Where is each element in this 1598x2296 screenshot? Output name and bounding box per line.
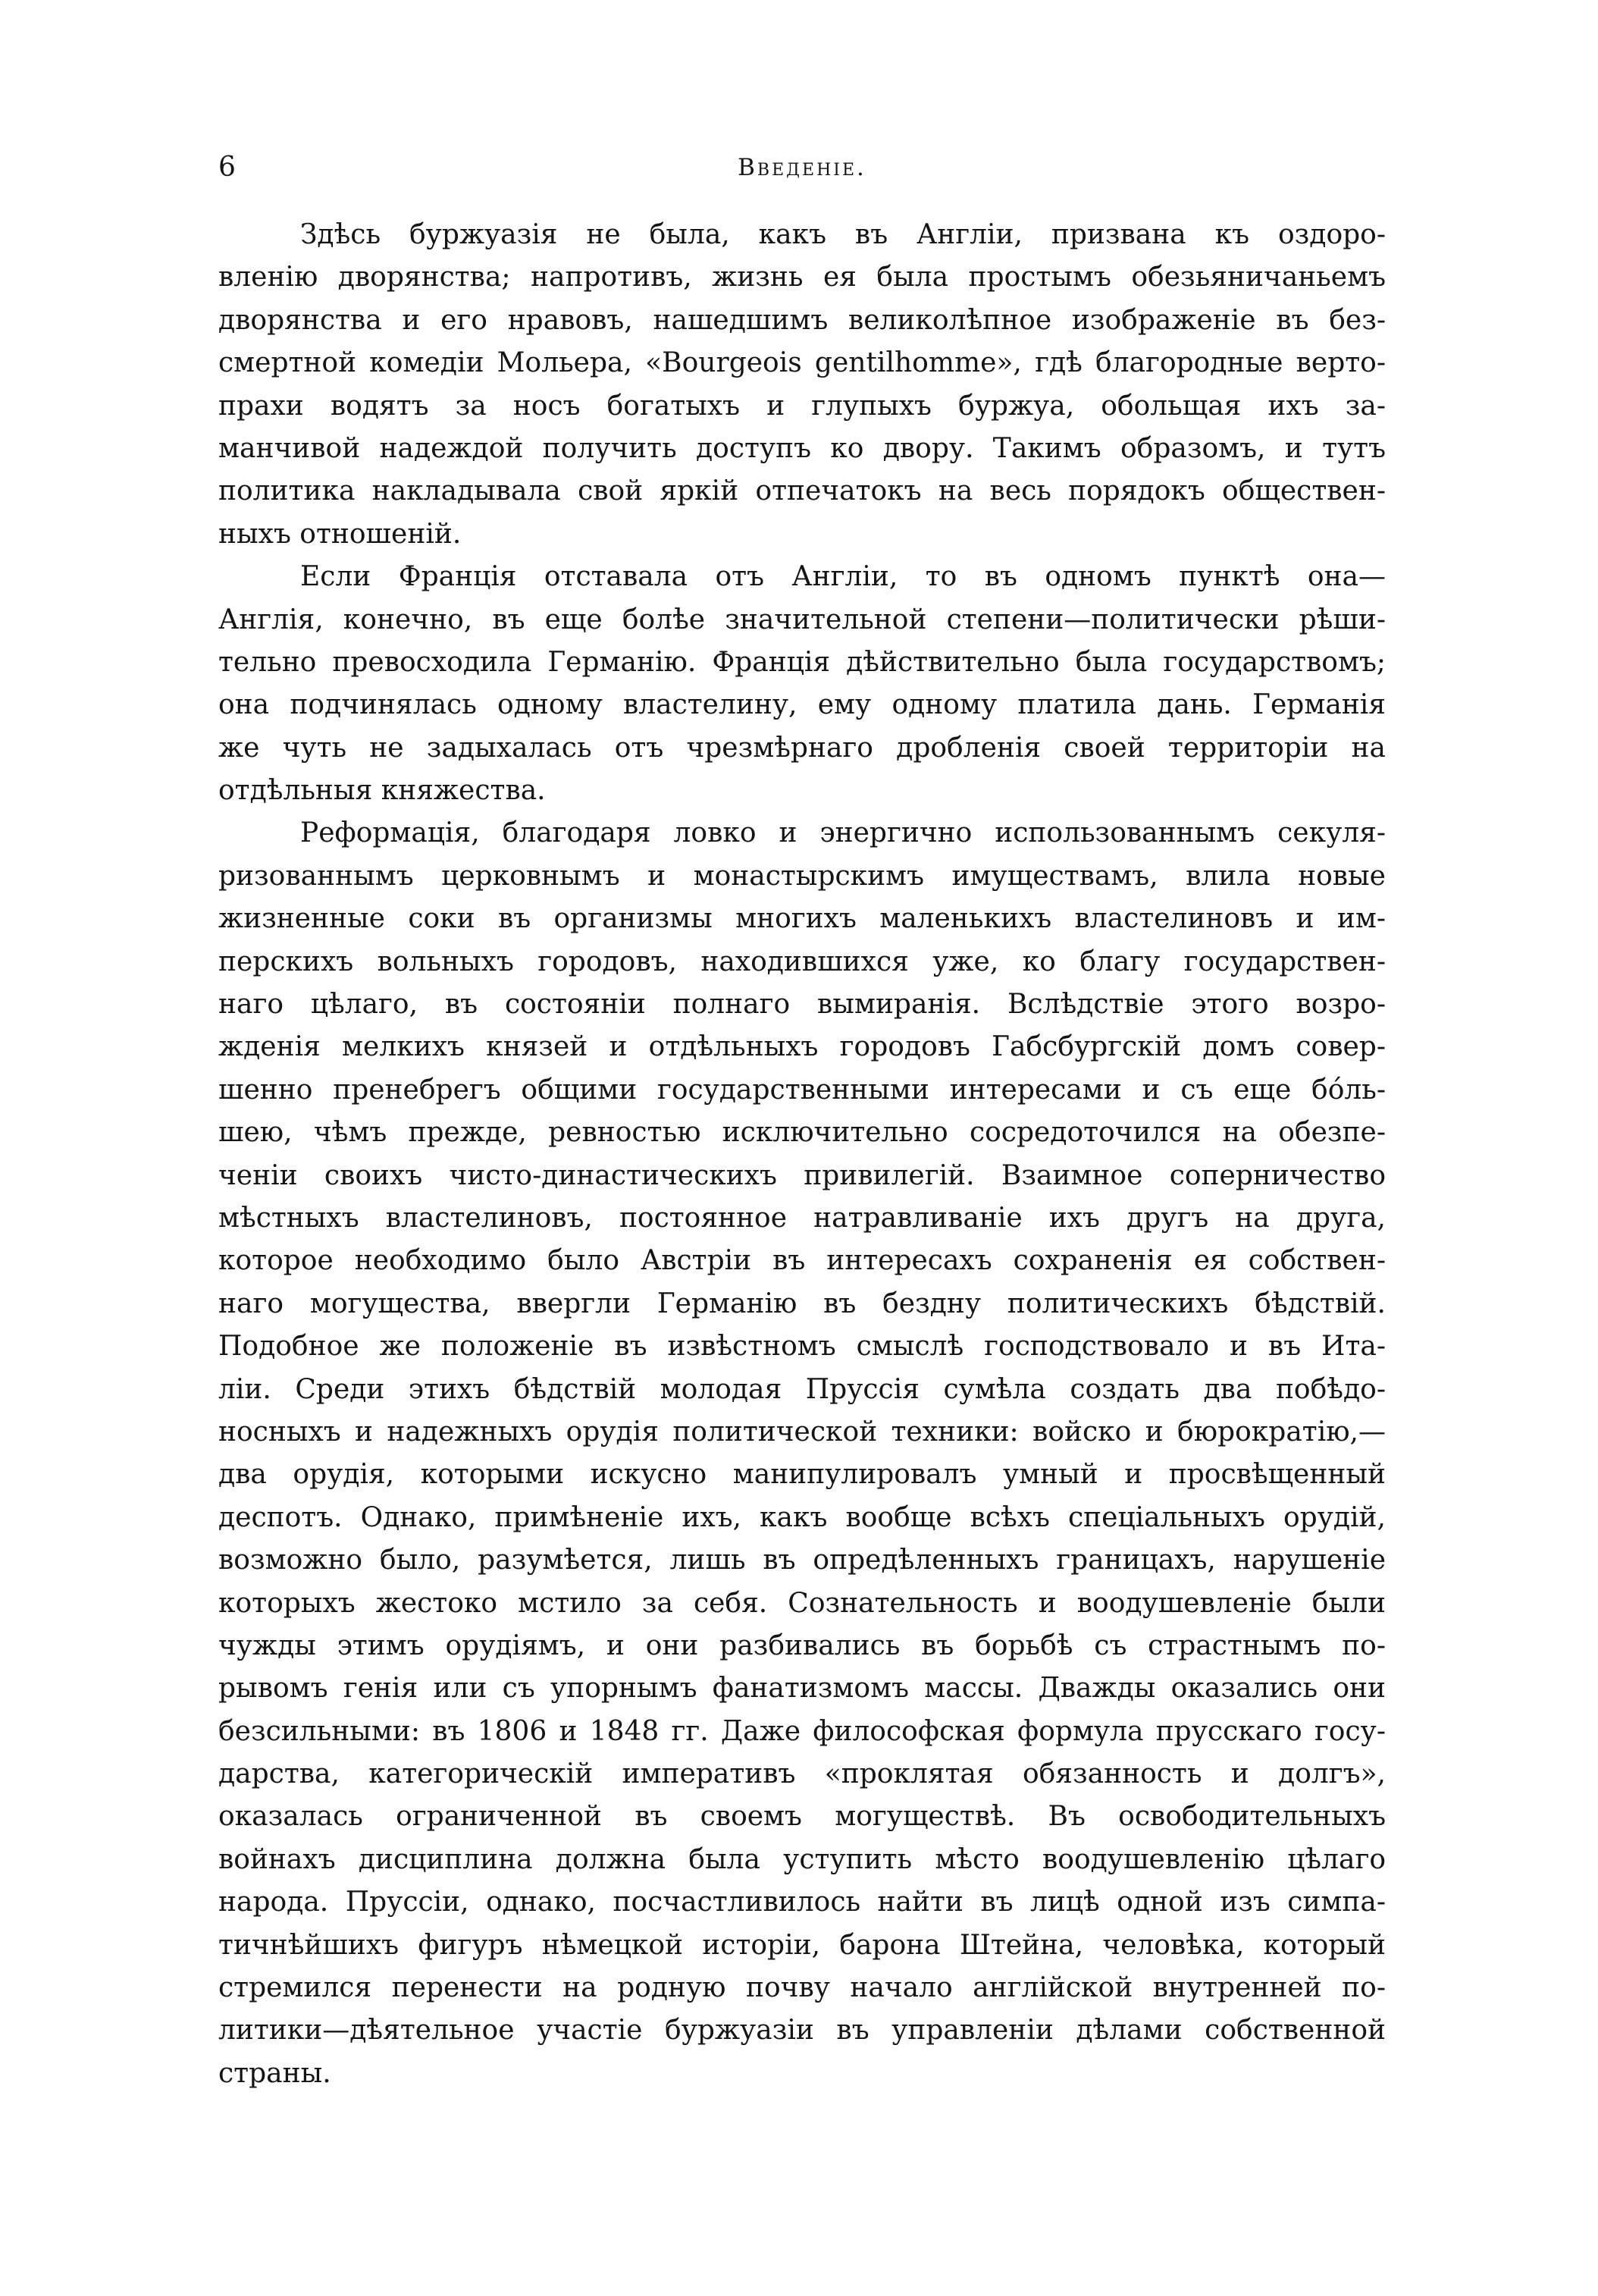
text-line: литики—дѣятельное участіе буржуазіи въ управленіи дѣлами собственной	[218, 2015, 1386, 2047]
text-line: наго цѣлаго, въ состояніи полнаго вымиранія. Вслѣдствіе этого возро-	[218, 989, 1386, 1021]
text-line: ризованнымъ церковнымъ и монастырскимъ имуществамъ, влила новые	[218, 860, 1386, 892]
text-line: Реформація, благодаря ловко и энергично использованнымъ секуля-	[300, 817, 1386, 849]
text-line: которое необходимо было Австріи въ интересахъ сохраненія ея собствен-	[218, 1245, 1386, 1277]
text-line: шею, чѣмъ прежде, ревностью исключительно сосредоточился на обезпе-	[218, 1117, 1386, 1149]
body-text	[218, 214, 1386, 2095]
text-line: же чуть не задыхалась отъ чрезмѣрнаго дробленія своей территоріи на	[218, 732, 1386, 764]
text-line: Здѣсь буржуазія не была, какъ въ Англіи, призвана къ оздоро-	[300, 219, 1386, 250]
text-line: войнахъ дисциплина должна была уступить мѣсто воодушевленію цѣлаго	[218, 1843, 1386, 1875]
text-line: Если Франція отставала отъ Англіи, то въ одномъ пунктѣ она—	[300, 561, 1386, 593]
text-line: два орудія, которыми искусно манипулировалъ умный и просвѣщенный	[218, 1459, 1386, 1491]
text-line: шенно пренебрегъ общими государственными интересами и съ еще бо́ль-	[218, 1074, 1386, 1106]
paragraph	[218, 556, 1386, 812]
text-line: ныхъ отношеній.	[218, 518, 462, 550]
text-line: Подобное же положеніе въ извѣстномъ смыслѣ господствовало и въ Ита-	[218, 1331, 1386, 1363]
text-line: манчивой надеждой получить доступъ ко двору. Такимъ образомъ, и тутъ	[218, 432, 1386, 464]
text-line: наго могущества, ввергли Германію въ бездну политическихъ бѣдствій.	[218, 1288, 1386, 1319]
text-line: Англія, конечно, въ еще болѣе значительной степени—политически рѣши-	[218, 604, 1386, 635]
text-line: оказалась ограниченной въ своемъ могуществѣ. Въ освободительныхъ	[218, 1801, 1386, 1833]
text-line: рывомъ генія или съ упорнымъ фанатизмомъ массы. Дважды оказались они	[218, 1673, 1386, 1705]
text-line: она подчинялась одному властелину, ему одному платила дань. Германія	[218, 689, 1386, 721]
running-title: Введеніе.	[738, 154, 866, 181]
text-line: дворянства и его нравовъ, нашедшимъ великолѣпное изображеніе въ без-	[218, 304, 1386, 336]
text-line: отдѣльныя княжества.	[218, 775, 546, 807]
text-line: страны.	[218, 2057, 331, 2089]
text-line: чужды этимъ орудіямъ, и они разбивались въ борьбѣ съ страстнымъ по-	[218, 1629, 1386, 1661]
text-line: ліи. Среди этихъ бѣдствій молодая Пруссія сумѣла создать два побѣдо-	[218, 1373, 1386, 1405]
text-line: перскихъ вольныхъ городовъ, находившихся уже, ко благу государствен-	[218, 946, 1386, 977]
text-line: дарства, категорическій императивъ «проклятая обязанность и долгъ»,	[218, 1758, 1386, 1790]
text-line: вленію дворянства; напротивъ, жизнь ея была простымъ обезьяничаньемъ	[218, 262, 1386, 293]
text-line: возможно было, разумѣется, лишь въ опредѣленныхъ границахъ, нарушеніе	[218, 1545, 1386, 1576]
text-line: политика накладывала свой яркій отпечатокъ на весь порядокъ обществен-	[218, 475, 1386, 507]
text-line: тичнѣйшихъ фигуръ нѣмецкой исторіи, барона Штейна, человѣка, который	[218, 1929, 1386, 1961]
text-line: тельно превосходила Германію. Франція дѣйствительно была государствомъ;	[218, 646, 1386, 678]
text-line: носныхъ и надежныхъ орудія политической техники: войско и бюрократію,—	[218, 1416, 1386, 1448]
text-line: которыхъ жестоко мстило за себя. Сознательность и воодушевленіе были	[218, 1587, 1386, 1619]
text-line: деспотъ. Однако, примѣненіе ихъ, какъ вообще всѣхъ спеціальныхъ орудій,	[218, 1501, 1386, 1533]
text-line: ченіи своихъ чисто-династическихъ привилегій. Взаимное соперничество	[218, 1159, 1386, 1191]
text-line: стремился перенести на родную почву начало англійской внутренней по-	[218, 1972, 1386, 2004]
page-header	[218, 149, 1386, 187]
text-line: безсильными: въ 1806 и 1848 гг. Даже философская формула прусскаго госу-	[218, 1715, 1386, 1747]
text-line: прахи водятъ за носъ богатыхъ и глупыхъ буржуа, обольщая ихъ за-	[218, 390, 1386, 422]
text-line: жизненные соки въ организмы многихъ маленькихъ властелиновъ и им-	[218, 903, 1386, 935]
text-line: смертной комедіи Мольера, «Bourgeois gentilhomme», гдѣ благородные верто-	[218, 347, 1386, 379]
page-number: 6	[218, 152, 236, 183]
text-line: мѣстныхъ властелиновъ, постоянное натравливаніе ихъ другъ на друга,	[218, 1202, 1386, 1234]
text-line: народа. Пруссіи, однако, посчастливилось найти въ лицѣ одной изъ симпа-	[218, 1887, 1386, 1918]
text-line: жденія мелкихъ князей и отдѣльныхъ городовъ Габсбургскій домъ совер-	[218, 1031, 1386, 1063]
paragraph	[218, 214, 1386, 556]
paragraph	[218, 812, 1386, 2095]
